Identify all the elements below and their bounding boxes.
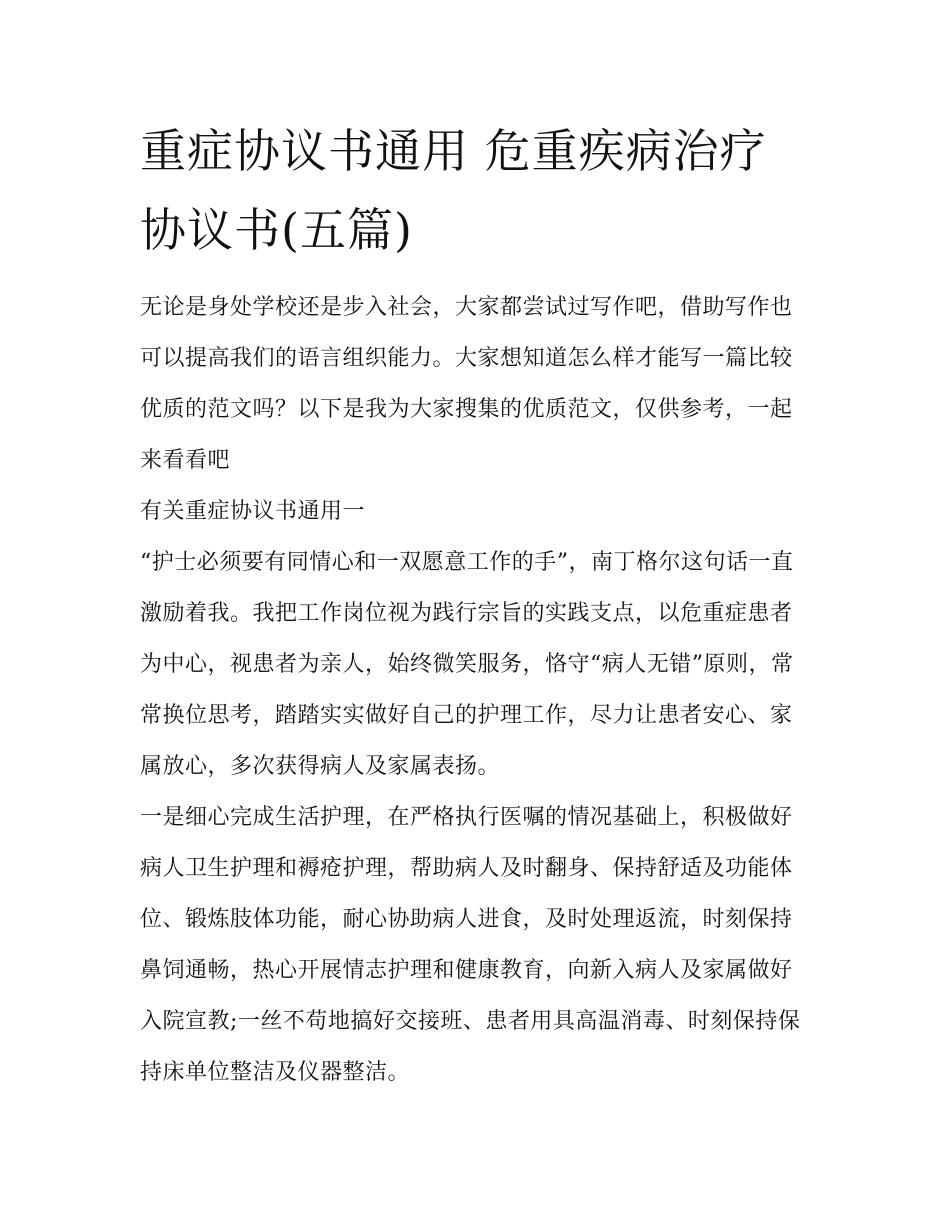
body-paragraph: “护士必须要有同情心和一双愿意工作的手”，南丁格尔这句话一直激励着我。我把工作岗位视为践行宗旨的实践支点，以危重症患者为中心，视患者为亲人，始终微笑服务，恪守“病人无错”原则，常常换位思考，踏踏实实做好自己的护理工作，尽力让患者安心、家属放心，多次获得病人及家属表扬。 (140, 550, 794, 779)
section-heading: 有关重症协议书通用一 (140, 499, 366, 524)
document-body (140, 112, 812, 1098)
intro-paragraph: 无论是身处学校还是步入社会，大家都尝试过写作吧，借助写作也可以提高我们的语言组织能力。大家想知道怎么样才能写一篇比较优质的范文吗？以下是我为大家搜集的优质范文，仅供参考，一起来看看吧 (140, 295, 793, 473)
body-paragraph: 一是细心完成生活护理，在严格执行医嘱的情况基础上，积极做好病人卫生护理和褥疮护理，帮助病人及时翻身、保持舒适及功能体位、锻炼肢体功能，耐心协助病人进食，及时处理返流，时刻保持鼻饲通畅，热心开展情志护理和健康教育，向新入病人及家属做好入院宣教;一丝不苟地搞好交接班、患者用具高温消毒、时刻保持保持床单位整洁及仪器整洁。 (140, 805, 801, 1085)
document-title: 重症协议书通用 危重疾病治疗协议书(五篇) (140, 124, 767, 257)
